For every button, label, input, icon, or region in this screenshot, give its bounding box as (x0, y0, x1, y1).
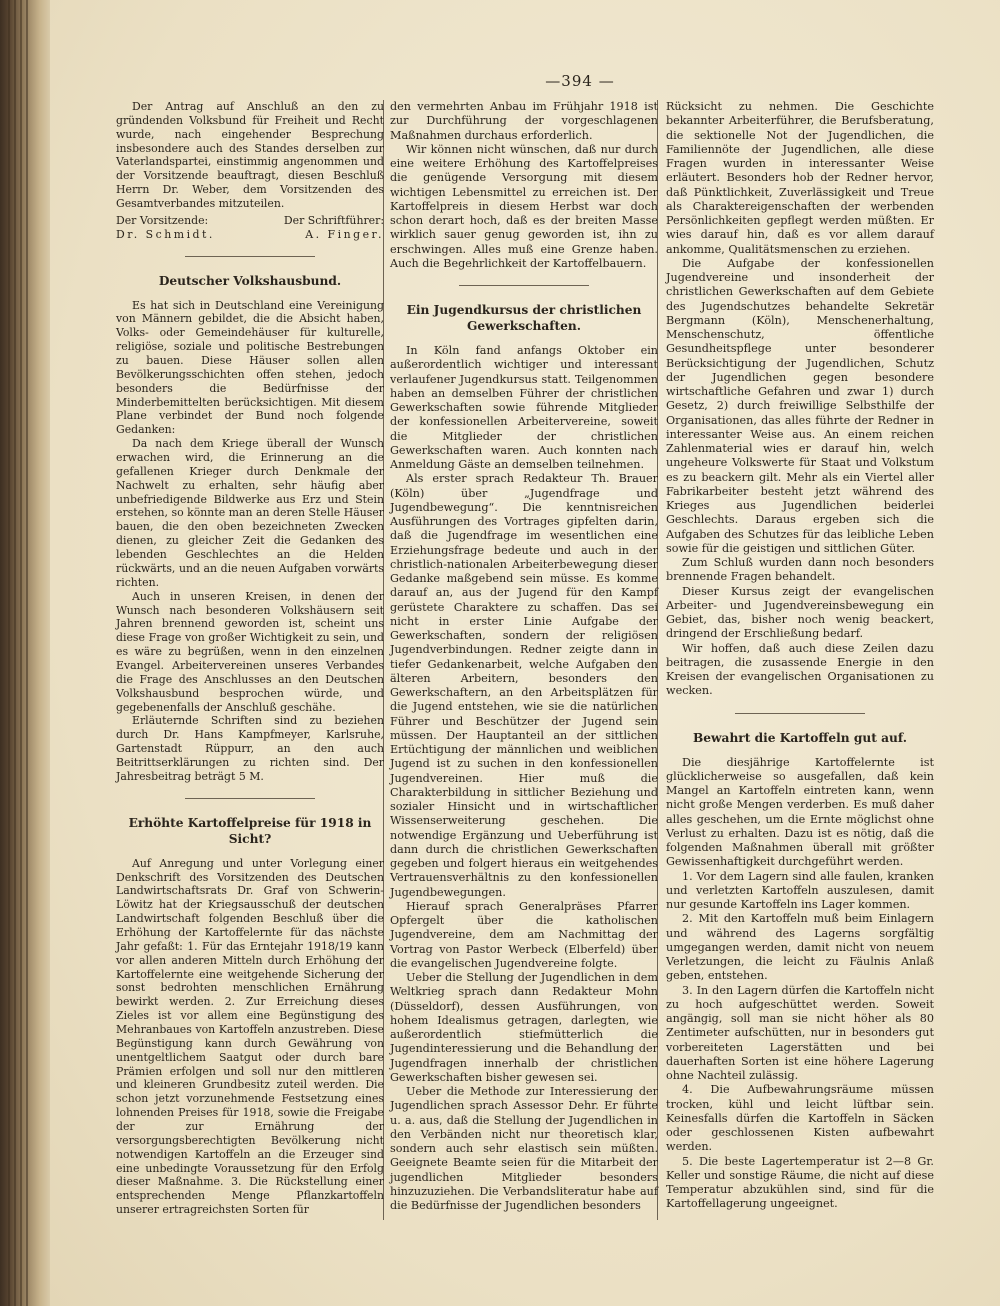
paragraph: Die Aufgabe der konfessionellen Jugendvereine und insonderheit der christlichen Gewerkschaften auf dem Gebiete des Jugendschutzes behandelte Sekretär Bergmann (Köln), Menschenerhaltung, Menschenschutz, öffentliche Gesundheitspflege unter besonderer Berücksichtigung der Jugendlichen, Schutz der Jugendlichen gegen besondere wirtschaftliche Gefahren und zwar 1) durch Gesetz, 2) durch freiwillige Selbsthilfe der Organisationen, das alles führte der Redner in interessanter Weise aus. An einem reichen Zahlenmaterial wies er darauf hin, welch ungeheure Volkswerte für Staat und Volkstum es zu beackern gilt. Mehr als ein Viertel aller Fabrikarbeiter besteht jetzt während des Krieges aus Jugendlichen beiderlei Geschlechts. Daraus ergeben sich die Aufgaben des Schutzes für das leibliche Leben sowie für die geistigen und sittlichen Güter. (666, 256, 934, 555)
paragraph: Wir hoffen, daß auch diese Zeilen dazu beitragen, die zusassende Energie in den Kreisen der evangelischen Organisationen zu wecken. (666, 641, 934, 698)
section-divider (185, 798, 315, 799)
column-middle (390, 100, 658, 1213)
paragraph: In Köln fand anfangs Oktober ein außerordentlich wichtiger und interessant verlaufener Jugendkursus statt. Teilgenommen haben an demselben Führer der christlichen Gewerkschaften sowie führende Mitglieder der konfessionellen Arbeitervereine, soweit die Mitglieder der christlichen Gewerkschaften waren. Auch konnten nach Anmeldung Gäste an demselben teilnehmen. (390, 344, 658, 471)
page-number: —394 — (545, 72, 615, 90)
section-divider (735, 713, 865, 714)
paragraph: 4. Die Aufbewahrungsräume müssen trocken, kühl und leicht lüftbar sein. Keinesfalls dürfen die Kartoffeln in Säcken oder geschlossenen Kisten aufbewahrt werden. (666, 1083, 934, 1154)
newspaper-page (50, 0, 1000, 1306)
paragraph: Da nach dem Kriege überall der Wunsch erwachen wird, die Erinnerung an die gefallenen Krieger durch Denkmale der Nachwelt zu erhalten, sehr häufig aber unbefriedigende Bildwerke aus Erz und Stein erstehen, so könnte man an deren Stelle Häuser bauen, die den oben bezeichneten Zwecken dienen, zu gleicher Zeit die Gedanken des lebenden Geschlechtes an die Helden rückwärts, und an die neuen Aufgaben vorwärts richten. (116, 437, 384, 589)
column-right (666, 100, 934, 1212)
column-left (116, 100, 384, 1217)
paragraph: Als erster sprach Redakteur Th. Brauer (Köln) über „Jugendfrage und Jugendbewegung“. Die kenntnisreichen Ausführungen des Vortrages gipfelten darin, daß die Jugendfrage im wesentlichen eine Erziehungsfrage bedeute und auch in der christlich-nationalen Arbeiterbewegung dieser Gedanke maßgebend sein müsse. Es komme darauf an, aus der Jugend für den Kampf gerüstete Charaktere zu schaffen. Das sei nicht in erster Linie Aufgabe der Gewerkschaften, sondern der religiösen Jugendverbindungen. Redner zeigte dann in tiefer Gedankenarbeit, welche Aufgaben den älteren Arbeitern, besonders den Gewerkschaftern, an den Arbeitsplätzen für die Jugend entstehen, wie sie die natürlichen Führer und Beschützer der Jugend sein müssen. Der Hauptanteil an der sittlichen Ertüchtigung der männlichen und weiblichen Jugend ist zu suchen in den konfessionellen Jugendvereinen. Hier muß die Charakterbildung in sittlicher Beziehung und sozialer Hinsicht und in wirtschaftlicher Wissenserweiterung geschehen. Die notwendige Ergänzung und Ueberführung ist dann durch die christlichen Gewerkschaften gegeben und folgert hieraus ein weitgehendes Vertrauensverhältnis zu den konfessionellen Jugendbewegungen. (390, 472, 658, 899)
paragraph: Ueber die Stellung der Jugendlichen in dem Weltkrieg sprach dann Redakteur Mohn (Düsseldorf), dessen Ausführungen, von hohem Idealismus getragen, darlegten, wie außerordentlich stiefmütterlich die Jugendinteressierung und die Behandlung der Jugendfragen innerhalb der christlichen Gewerkschaften bisher gewesen sei. (390, 971, 658, 1084)
article-heading: Bewahrt die Kartoffeln gut auf. (693, 730, 907, 745)
paragraph: Der Antrag auf Anschluß an den zu gründenden Volksbund für Freiheit und Recht wurde, nach eingehender Besprechung insbesondere auch des Standes derselben zur Vaterlandspartei, einstimmig angenommen und der Vorsitzende beauftragt, diesen Beschluß Herrn Dr. Weber, dem Vorsitzenden des Gesamtverbandes mitzuteilen. (116, 100, 384, 211)
paragraph: Erläuternde Schriften sind zu beziehen durch Dr. Hans Kampfmeyer, Karlsruhe, Gartenstadt Rüppurr, an den auch Beitrittserklärungen zu richten sind. Der Jahresbeitrag beträgt 5 M. (116, 714, 384, 783)
paragraph: Hierauf sprach Generalpräses Pfarrer Opfergelt über die katholischen Jugendvereine, dem am Nachmittag der Vortrag von Pastor Werbeck (Elberfeld) über die evangelischen Jugendvereine folgte. (390, 899, 658, 970)
chair-label: Der Vorsitzende: (116, 213, 209, 227)
article-heading: Ein Jugendkursus der christlichen Gewerkschaften. (406, 303, 642, 333)
paragraph: 3. In den Lagern dürfen die Kartoffeln nicht zu hoch aufgeschüttet werden. Soweit angängig, soll man sie nicht höher als 80 Zentimeter aufschütten, nur in besonders gut vorbereiteten Lagerstätten und bei dauerhaften Sorten ist eine höhere Lagerung ohne Nachteil zulässig. (666, 983, 934, 1082)
secretary-label: Der Schriftführer: (283, 213, 384, 227)
paragraph: Wir können nicht wünschen, daß nur durch eine weitere Erhöhung des Kartoffelpreises die genügende Versorgung mit diesem wichtigen Lebensmittel zu erreichen ist. Der Kartoffelpreis in diesem Herbst war doch schon derart hoch, daß es der breiten Masse wirklich sauer genug geworden ist, ihn zu erschwingen. Alles muß eine Grenze haben. Auch die Begehrlichkeit der Kartoffelbauern. (390, 142, 658, 270)
paragraph: 5. Die beste Lagertemperatur ist 2—8 Gr. Keller und sonstige Räume, die nicht auf diese Temperatur abzukühlen sind, sind für die Kartoffellagerung ungeeignet. (666, 1154, 934, 1211)
paragraph: Ueber die Methode zur Interessierung der Jugendlichen sprach Assessor Dehr. Er führte u. a. aus, daß die Stellung der Jugendlichen in den Verbänden nicht nur theoretisch klar, sondern auch sehr elastisch sein müßten. Geeignete Beamte seien für die Mitarbeit der jugendlichen Mitglieder besonders hinzuzuziehen. Die Verbandsliteratur habe auf die Bedürfnisse der Jugendlichen besonders (390, 1085, 658, 1212)
section-divider (185, 256, 315, 257)
paragraph: Zum Schluß wurden dann noch besonders brennende Fragen behandelt. (666, 556, 934, 584)
paragraph: Es hat sich in Deutschland eine Vereinigung von Männern gebildet, die die Absicht haben, Volks- oder Gemeindehäuser für kulturelle, religiöse, soziale und politische Bestrebungen zu bauen. Diese Häuser sollen allen Bevölkerungsschichten offen stehen, jedoch besonders die Bedürfnisse der Minderbemittelten berücksichtigen. Mit diesem Plane verbindet der Bund noch folgende Gedanken: (116, 298, 384, 437)
paragraph: 1. Vor dem Lagern sind alle faulen, kranken und verletzten Kartoffeln auszulesen, damit nur gesunde Kartoffeln ins Lager kommen. (666, 869, 934, 911)
chair-name: Dr. Schmidt. (116, 227, 215, 241)
paragraph: Die diesjährige Kartoffelernte ist glücklicherweise so ausgefallen, daß kein Mangel an Kartoffeln eintreten kann, wenn nicht große Mengen verderben. Es muß daher alles geschehen, um die Ernte möglichst ohne Verlust zu erhalten. Dazu ist es nötig, daß die folgenden Maßnahmen überall mit größter Gewissenhaftigkeit durchgeführt werden. (666, 755, 934, 869)
section-divider (459, 285, 589, 286)
paragraph: 2. Mit den Kartoffeln muß beim Einlagern und während des Lagerns sorgfältig umgegangen werden, damit nicht von neuem Verletzungen, die leicht zu Fäulnis Anlaß geben, entstehen. (666, 912, 934, 983)
paragraph: Dieser Kursus zeigt der evangelischen Arbeiter- und Jugendvereinsbewegung ein Gebiet, das, bisher noch wenig beackert, dringend der Erschließung bedarf. (666, 584, 934, 641)
signature-names (116, 228, 384, 242)
article-heading: Erhöhte Kartoffelpreise für 1918 in Sicht? (128, 815, 372, 846)
paragraph: Auf Anregung und unter Vorlegung einer Denkschrift des Vorsitzenden des Deutschen Landwirtschaftsrats Dr. Graf von Schwerin-Löwitz hat der Kriegsausschuß der deutschen Landwirtschaft folgenden Beschluß über die Erhöhung der Kartoffelernte für das nächste Jahr gefaßt: 1. Für das Erntejahr 1918/19 kann vor allen anderen Mitteln durch Erhöhung der Kartoffelernte eine weitgehende Sicherung der sonst bedrohten menschlichen Ernährung bewirkt werden. 2. Zur Erreichung dieses Zieles ist vor allem eine Begünstigung des Mehranbaues von Kartoffeln anzustreben. Diese Begünstigung kann durch Gewährung von unentgeltlichem Saatgut oder durch bare Prämien erfolgen und soll nur den mittleren und kleineren Grundbesitz zuteil werden. Die schon jetzt vorzunehmende Festsetzung eines lohnenden Preises für 1918, sowie die Freigabe der zur Ernährung der versorgungsberechtigten Bevölkerung nicht notwendigen Kartoffeln an die Erzeuger sind eine unbedingte Voraussetzung für den Erfolg dieser Maßnahme. 3. Die Rückstellung einer entsprechenden Menge Pflanzkartoffeln unserer ertragreichsten Sorten für (116, 856, 384, 1217)
paragraph: Auch in unseren Kreisen, in denen der Wunsch nach besonderen Volkshäusern seit Jahren brennend geworden ist, scheint uns diese Frage von großer Wichtigkeit zu sein, und es wäre zu begrüßen, wenn in den einzelnen Evangel. Arbeitervereinen unseres Verbandes die Frage des Anschlusses an den Deutschen Volkshausbund besprochen würde, und gegebenenfalls der Anschluß geschähe. (116, 589, 384, 714)
paragraph: Rücksicht zu nehmen. Die Geschichte bekannter Arbeiterführer, die Berufsberatung, die sektionelle Not der Jugendlichen, die Familiennöte der Jugendlichen, alle diese Fragen wurden in interessanter Weise erläutert. Besonders hob der Redner hervor, daß Pünktlichkeit, Zuverlässigkeit und Treue als Charaktereigenschaften der werbenden Persönlichkeiten gepflegt werden müßten. Er wies darauf hin, daß es vor allem darauf ankomme, Qualitätsmenschen zu erziehen. (666, 100, 934, 256)
secretary-name: A. Finger. (305, 227, 384, 241)
article-heading: Deutscher Volkshausbund. (158, 273, 342, 288)
paragraph: den vermehrten Anbau im Frühjahr 1918 ist zur Durchführung der vorgeschlagenen Maßnahmen durchaus erforderlich. (390, 100, 658, 142)
signature-labels (116, 214, 384, 228)
